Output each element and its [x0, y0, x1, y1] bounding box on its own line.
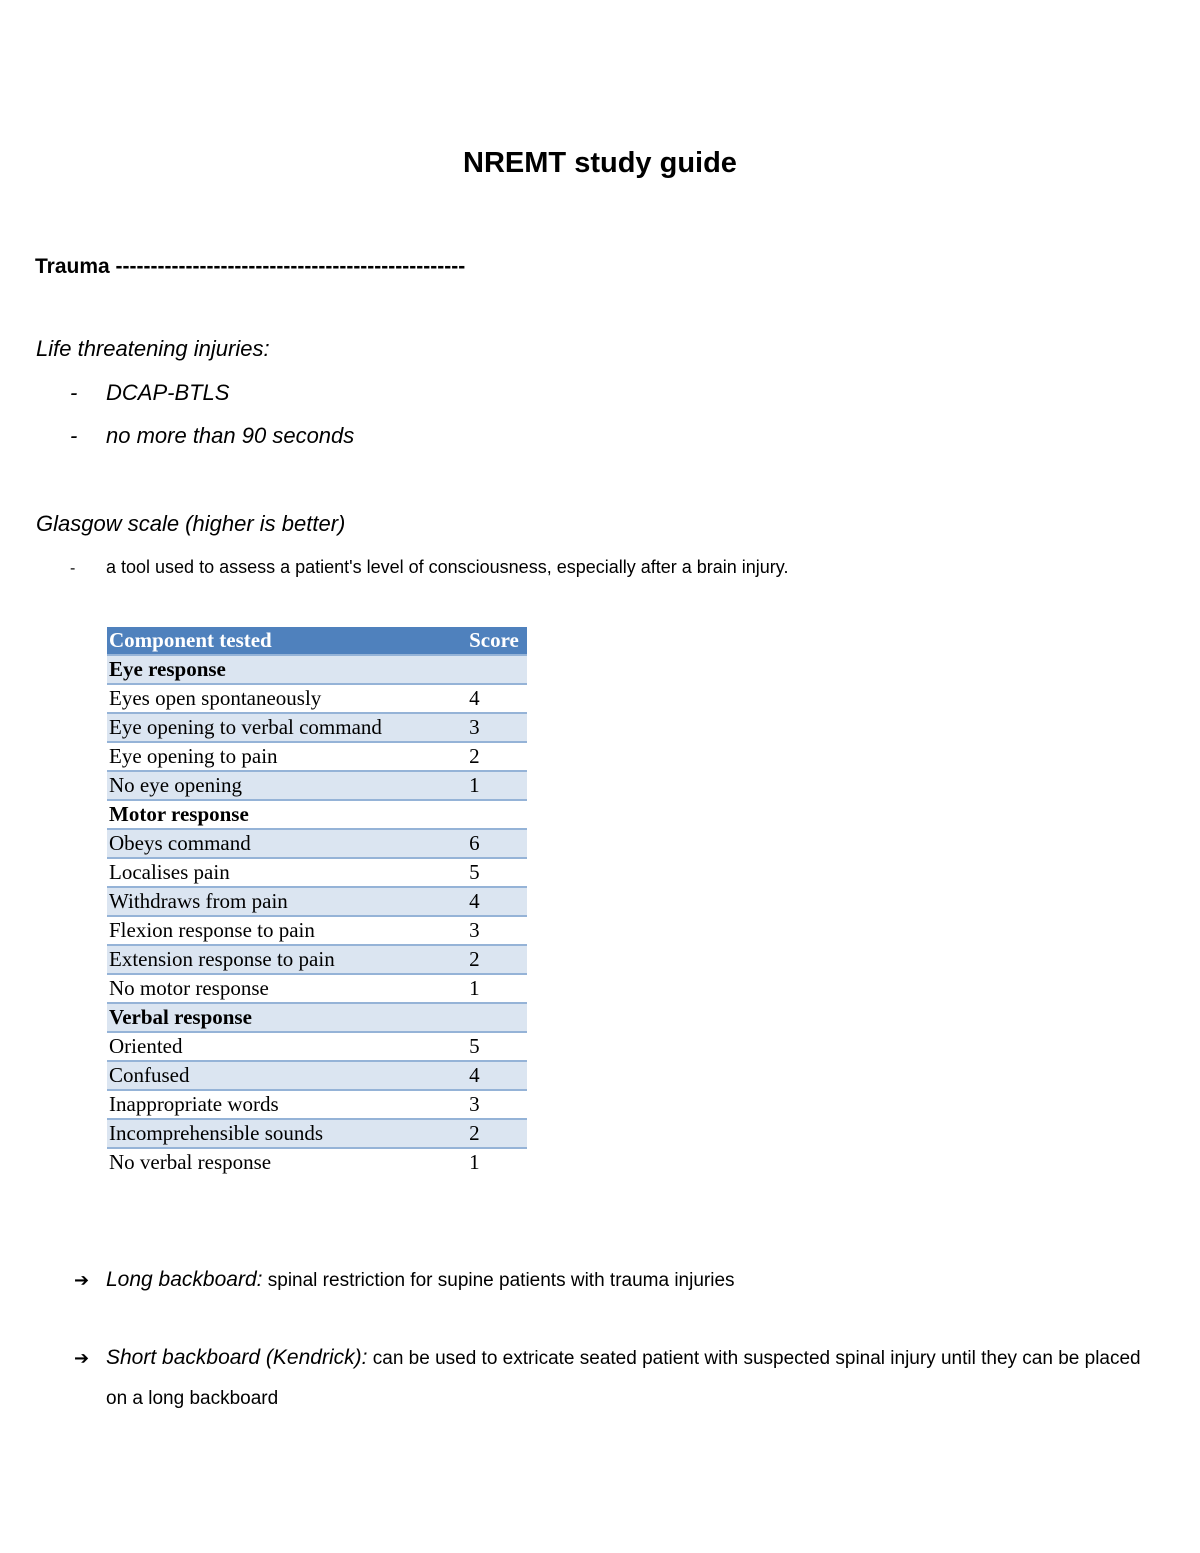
page-title: NREMT study guide — [463, 147, 737, 179]
table-row — [107, 684, 527, 713]
row-component: Verbal response — [107, 1003, 466, 1032]
row-component: Confused — [107, 1061, 466, 1090]
section-heading-trauma — [35, 253, 465, 281]
row-score: 2 — [466, 945, 527, 974]
row-score: 5 — [466, 858, 527, 887]
list-item-text — [74, 1260, 1154, 1301]
table-row — [107, 800, 527, 829]
table-row — [107, 858, 527, 887]
list-item-text — [74, 1338, 1154, 1419]
arrow-right-icon: ➔ — [74, 1348, 90, 1368]
definition-long-backboard: spinal restriction for supine patients with trauma injuries — [267, 1270, 735, 1291]
row-score: 3 — [466, 1090, 527, 1119]
list-item-short-backboard — [74, 1338, 1154, 1419]
row-score: 3 — [466, 916, 527, 945]
table-row — [107, 974, 527, 1003]
term-long-backboard: Long backboard: — [106, 1268, 263, 1291]
row-component: Oriented — [107, 1032, 466, 1061]
table-row — [107, 655, 527, 684]
list-item-text: no more than 90 seconds — [106, 423, 355, 448]
table-header-row — [107, 627, 527, 655]
list-item-long-backboard — [74, 1260, 1154, 1301]
table-row — [107, 742, 527, 771]
table-row — [107, 1119, 527, 1148]
row-score: 1 — [466, 974, 527, 1003]
table-row — [107, 1090, 527, 1119]
bullet-dash: - — [70, 560, 76, 577]
row-score: 4 — [466, 684, 527, 713]
table-row — [107, 916, 527, 945]
section-rule: -------------------------------------------------- — [115, 255, 466, 278]
row-component: Motor response — [107, 800, 466, 829]
gcs-table — [107, 627, 527, 1176]
table-row — [107, 771, 527, 800]
row-score: 1 — [466, 771, 527, 800]
definition-short-backboard: can be used to extricate seated patient with suspected spinal injury until they can be placed on a long backboard — [106, 1348, 1141, 1409]
glasgow-description: a tool used to assess a patient's level of consciousness, especially after a brain injury. — [106, 557, 789, 577]
row-component: No motor response — [107, 974, 466, 1003]
row-score — [466, 655, 527, 684]
row-component: Inappropriate words — [107, 1090, 466, 1119]
row-score: 2 — [466, 742, 527, 771]
row-component: Obeys command — [107, 829, 466, 858]
table-row — [107, 1003, 527, 1032]
life-threatening-heading: Life threatening injuries: — [36, 336, 270, 361]
bullet-dash: - — [70, 380, 78, 405]
list-item — [70, 378, 229, 408]
term-short-backboard: Short backboard (Kendrick): — [106, 1346, 368, 1369]
arrow-right-icon: ➔ — [74, 1270, 90, 1290]
row-score — [466, 800, 527, 829]
table-row — [107, 1148, 527, 1176]
header-score: Score — [466, 627, 527, 655]
row-score: 4 — [466, 1061, 527, 1090]
table-row — [107, 713, 527, 742]
row-component: Withdraws from pain — [107, 887, 466, 916]
row-score: 5 — [466, 1032, 527, 1061]
table-row — [107, 1032, 527, 1061]
row-component: No eye opening — [107, 771, 466, 800]
table-row — [107, 829, 527, 858]
bullet-dash: - — [70, 423, 78, 448]
list-item — [70, 421, 354, 451]
row-component: Extension response to pain — [107, 945, 466, 974]
row-score: 1 — [469, 1150, 480, 1174]
table-row — [107, 945, 527, 974]
row-component: No verbal response — [109, 1150, 272, 1174]
row-score: 4 — [466, 887, 527, 916]
glasgow-heading: Glasgow scale (higher is better) — [36, 511, 346, 536]
row-score — [466, 1003, 527, 1032]
row-component: Eyes open spontaneously — [107, 684, 466, 713]
table-row — [107, 887, 527, 916]
row-component: Flexion response to pain — [107, 916, 466, 945]
row-score: 2 — [466, 1119, 527, 1148]
row-component: Incomprehensible sounds — [107, 1119, 466, 1148]
row-score: 3 — [466, 713, 527, 742]
row-score: 6 — [466, 829, 527, 858]
header-component: Component tested — [107, 627, 466, 655]
list-item-text: DCAP-BTLS — [106, 380, 230, 405]
section-label: Trauma — [35, 255, 110, 278]
table-row — [107, 1061, 527, 1090]
row-component: Eye response — [107, 655, 466, 684]
row-component: Localises pain — [107, 858, 466, 887]
row-component: Eye opening to pain — [107, 742, 466, 771]
row-component: Eye opening to verbal command — [107, 713, 466, 742]
list-item — [70, 552, 788, 584]
